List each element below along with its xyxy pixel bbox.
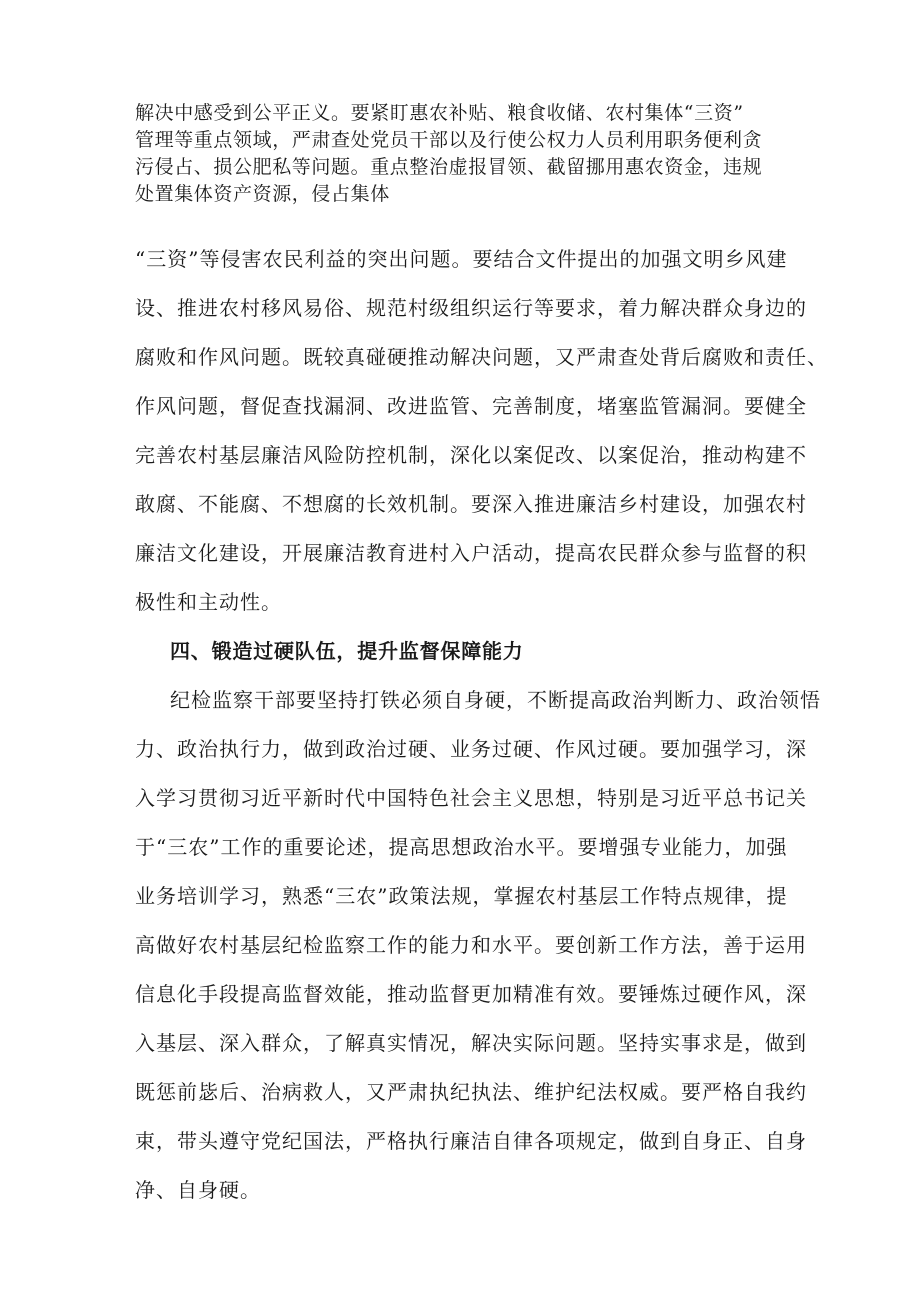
text-line: 束，带头遵守党纪国法，严格执行廉洁自律各项规定，做到自身正、自身 <box>135 1129 807 1153</box>
text-line: 敢腐、不能腐、不想腐的长效机制。要深入推进廉洁乡村建设，加强农村 <box>135 492 807 516</box>
text-line: 入学习贯彻习近平新时代中国特色社会主义思想，特别是习近平总书记关 <box>135 786 807 810</box>
text-line: 入基层、深入群众，了解真实情况，解决实际问题。坚持实事求是，做到 <box>135 1031 807 1055</box>
text-line: 处置集体资产资源，侵占集体 <box>135 183 390 205</box>
body-text <box>135 244 828 1224</box>
text-line: 廉洁文化建设，开展廉洁教育进村入户活动，提高农民群众参与监督的积 <box>135 541 807 565</box>
text-line: 作风问题，督促查找漏洞、改进监管、完善制度，堵塞监管漏洞。要健全 <box>135 394 807 418</box>
text-line: 信息化手段提高监督效能，推动监督更加精准有效。要锤炼过硬作风，深 <box>135 982 807 1006</box>
text-line: 腐败和作风问题。既较真碰硬推动解决问题，又严肃查处背后腐败和责任、 <box>135 345 828 369</box>
text-line: 既惩前毖后、治病救人，又严肃执纪执法、维护纪法权威。要严格自我约 <box>135 1080 807 1104</box>
text-line: 管理等重点领域，严肃查处党员干部以及行使公权力人员利用职务便利贪 <box>135 129 763 151</box>
text-line: 纪检监察干部要坚持打铁必须自身硬，不断提高政治判断力、政治领悟 <box>170 688 821 712</box>
paragraph-top <box>135 100 795 208</box>
text-line: 力、政治执行力，做到政治过硬、业务过硬、作风过硬。要加强学习，深 <box>135 737 807 761</box>
text-line: 净、自身硬。 <box>135 1178 261 1202</box>
text-line: 完善农村基层廉洁风险防控机制，深化以案促改、以案促治，推动构建不 <box>135 443 807 467</box>
text-line: 设、推进农村移风易俗、规范村级组织运行等要求，着力解决群众身边的 <box>135 296 807 320</box>
text-line: 于“三农”工作的重要论述，提高思想政治水平。要增强专业能力，加强 <box>135 835 788 859</box>
section-heading: 四、锻造过硬队伍，提升监督保障能力 <box>170 639 524 663</box>
text-line: 高做好农村基层纪检监察工作的能力和水平。要创新工作方法，善于运用 <box>135 933 807 957</box>
text-line: “三资”等侵害农民利益的突出问题。要结合文件提出的加强文明乡风建 <box>135 247 788 271</box>
text-line: 业务培训学习，熟悉“三农”政策法规，掌握农村基层工作特点规律，提 <box>135 884 788 908</box>
text-line: 污侵占、损公肥私等问题。重点整治虚报冒领、截留挪用惠农资金，违规 <box>135 156 763 178</box>
text-line: 解决中感受到公平正义。要紧盯惠农补贴、粮食收储、农村集体“三资” <box>135 102 744 124</box>
text-line: 极性和主动性。 <box>135 590 282 614</box>
